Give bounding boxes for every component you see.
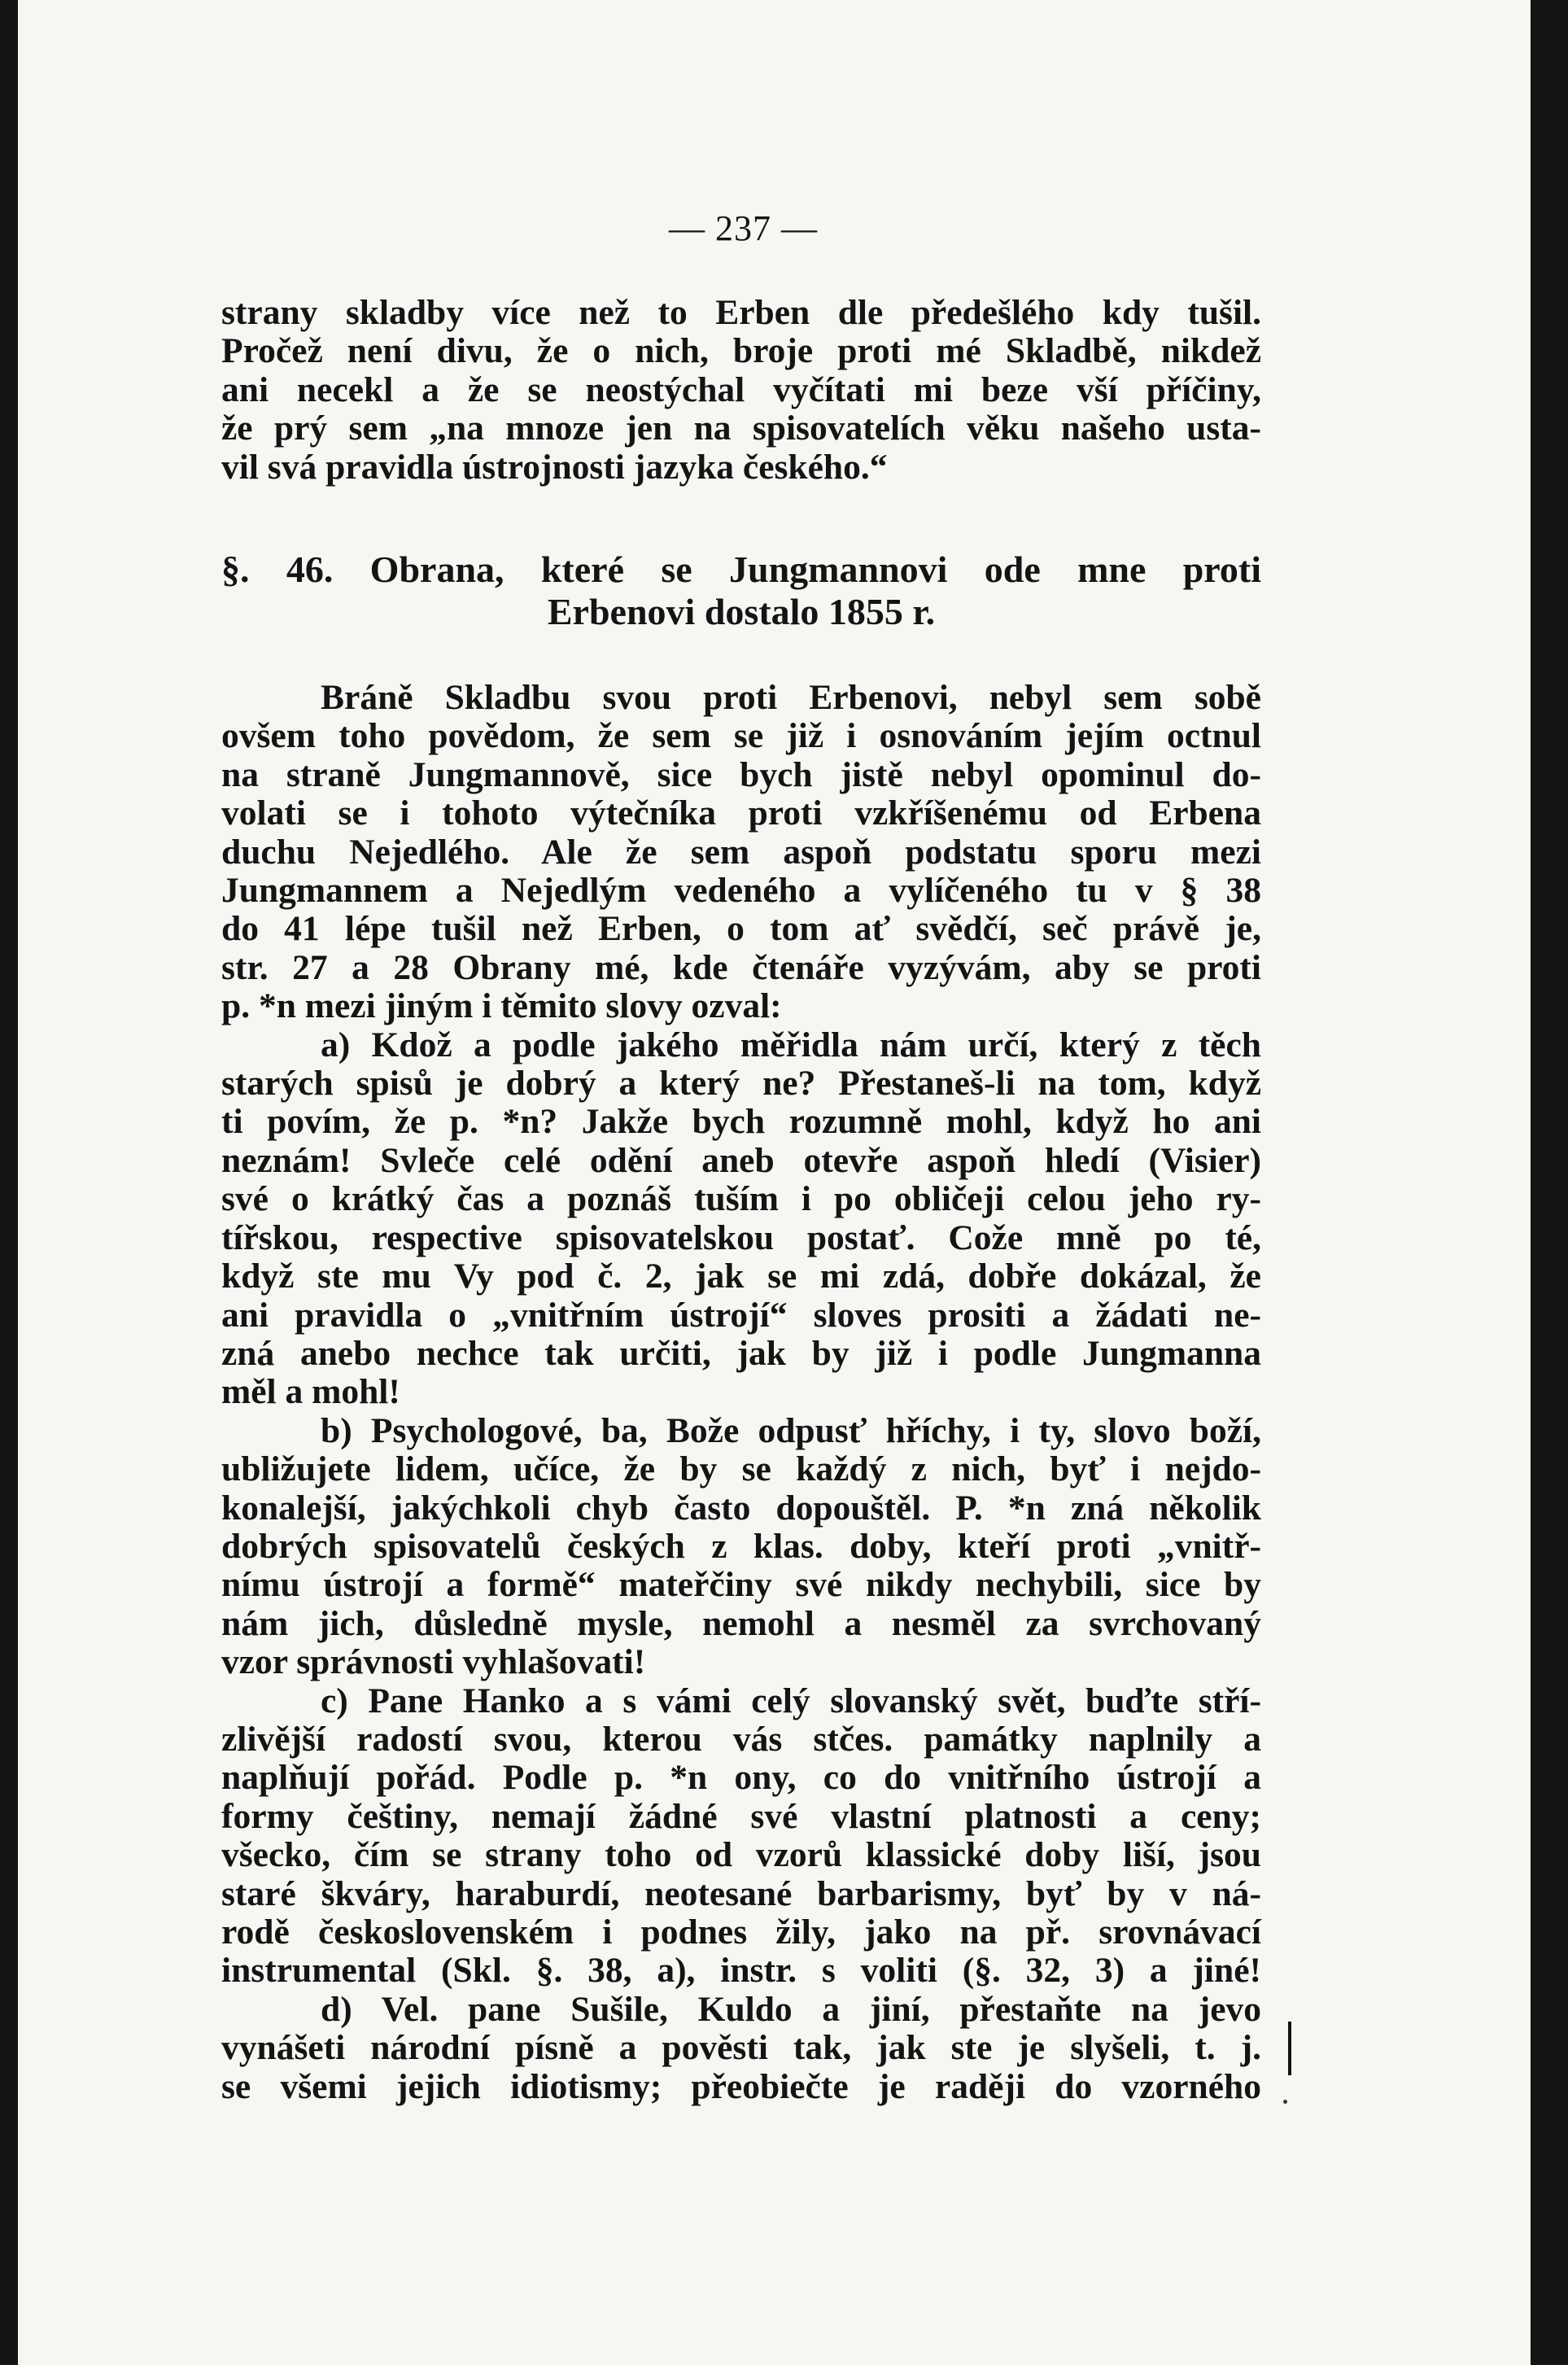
section-heading bbox=[221, 549, 1261, 633]
text-line: když ste mu Vy pod č. 2, jak se mi zdá, dobře dokázal, že bbox=[221, 1257, 1261, 1296]
text-line: nímu ústrojí a formě“ mateřčiny své nikdy nechybili, sice by bbox=[221, 1565, 1261, 1605]
text-line: starých spisů je dobrý a který ne? Přestaneš-li na tom, když bbox=[221, 1064, 1261, 1104]
scan-margin-right bbox=[1531, 0, 1568, 2365]
body-paragraph bbox=[221, 679, 1261, 2106]
text-line: své o krátký čas a poznáš tuším i po obličeji celou jeho ry- bbox=[221, 1179, 1261, 1219]
text-line: vynášeti národní písně a pověsti tak, jak ste je slyšeli, t. j. bbox=[221, 2028, 1261, 2068]
text-line: všecko, čím se strany toho od vzorů klassické doby liší, jsou bbox=[221, 1835, 1261, 1875]
section-heading-line-1: §. 46. Obrana, které se Jungmannovi ode mne proti bbox=[221, 549, 1261, 590]
text-line: duchu Nejedlého. Ale že sem aspoň podstatu sporu mezi bbox=[221, 832, 1261, 872]
text-line: naplňují pořád. Podle p. *n ony, co do vnitřního ústrojí a bbox=[221, 1758, 1261, 1798]
text-line: ti povím, že p. *n? Jakže bych rozumně mohl, když ho ani bbox=[221, 1102, 1261, 1142]
item-a-line: a) Kdož a podle jakého měřidla nám určí, který z těch bbox=[321, 1025, 1261, 1064]
text-line: staré škváry, haraburdí, neotesané barbarismy, byť by v ná- bbox=[221, 1873, 1261, 1913]
text-line: Pročež není divu, že o nich, broje proti mé Skladbě, nikdež bbox=[221, 331, 1261, 371]
section-heading-line-2: Erbenovi dostalo 1855 r. bbox=[547, 591, 936, 632]
text-line: zlivější radostí svou, kterou vás stčes. památky naplnily a bbox=[221, 1719, 1261, 1759]
text-line: zná anebo nechce tak určiti, jak by již i podle Jungmanna bbox=[221, 1333, 1261, 1373]
text-line: formy češtiny, nemají žádné své vlastní platnosti a ceny; bbox=[221, 1796, 1261, 1836]
text-line: Bráně Skladbu svou proti Erbenovi, nebyl sem sobě bbox=[321, 678, 1261, 717]
text-line: Jungmannem a Nejedlým vedeného a vylíčeného tu v § 38 bbox=[221, 871, 1261, 911]
text-line: instrumental (Skl. §. 38, a), instr. s voliti (§. 32, 3) a jiné! bbox=[221, 1951, 1261, 1991]
intro-paragraph bbox=[221, 294, 1261, 487]
text-line: dobrých spisovatelů českých z klas. doby, kteří proti „vnitř- bbox=[221, 1526, 1261, 1566]
text-line: se všemi jejich idiotismy; přeobiečte je raději do vzorného bbox=[221, 2066, 1261, 2106]
text-line: p. *n mezi jiným i těmito slovy ozval: bbox=[221, 986, 782, 1026]
text-line: na straně Jungmannově, sice bych jistě nebyl opominul do- bbox=[221, 754, 1261, 794]
text-line: ani pravidla o „vnitřním ústrojí“ sloves prositi a žádati ne- bbox=[221, 1295, 1261, 1335]
marginal-dot bbox=[1283, 2100, 1287, 2104]
scan-margin-left bbox=[0, 0, 18, 2365]
text-line: str. 27 a 28 Obrany mé, kde čtenáře vyzývám, aby se proti bbox=[221, 947, 1261, 987]
text-line: ani necekl a že se neostýchal vyčítati mi beze vší příčiny, bbox=[221, 369, 1261, 409]
text-line: volati se i tohoto výtečníka proti vzkříšenému od Erbena bbox=[221, 793, 1261, 833]
marginal-pencil-mark bbox=[1288, 2022, 1291, 2075]
item-b-line: b) Psychologové, ba, Bože odpusť hříchy, i ty, slovo boží, bbox=[321, 1410, 1261, 1450]
text-line: strany skladby více než to Erben dle předešlého kdy tušil. bbox=[221, 293, 1261, 332]
text-line: vil svá pravidla ústrojnosti jazyka českého.“ bbox=[221, 447, 888, 487]
text-line: rodě československém i podnes žily, jako na př. srovnávací bbox=[221, 1913, 1261, 1952]
text-line: konalejší, jakýchkoli chyb často dopouštěl. P. *n zná několik bbox=[221, 1488, 1261, 1528]
text-line: měl a mohl! bbox=[221, 1372, 400, 1412]
text-line: do 41 lépe tušil než Erben, o tom ať svědčí, seč právě je, bbox=[221, 909, 1261, 949]
text-line: ubližujete lidem, učíce, že by se každý z nich, byť i nejdo- bbox=[221, 1449, 1261, 1489]
text-line: vzor správnosti vyhlašovati! bbox=[221, 1642, 646, 1682]
item-c-line: c) Pane Hanko a s vámi celý slovanský svět, buďte stří- bbox=[321, 1681, 1261, 1720]
text-line: tířskou, respective spisovatelskou postať. Cože mně po té, bbox=[221, 1217, 1261, 1257]
page-number: — 237 — bbox=[669, 208, 818, 248]
item-d-line: d) Vel. pane Sušile, Kuldo a jiní, přestaňte na jevo bbox=[321, 1989, 1261, 2029]
text-line: neznám! Svleče celé odění aneb otevře aspoň hledí (Visier) bbox=[221, 1140, 1261, 1180]
text-line: že prý sem „na mnoze jen na spisovatelích věku našeho usta- bbox=[221, 409, 1261, 448]
text-line: ovšem toho povědom, že sem se již i osnováním jejím octnul bbox=[221, 716, 1261, 756]
text-line: nám jich, důsledně mysle, nemohl a nesměl za svrchovaný bbox=[221, 1603, 1261, 1643]
